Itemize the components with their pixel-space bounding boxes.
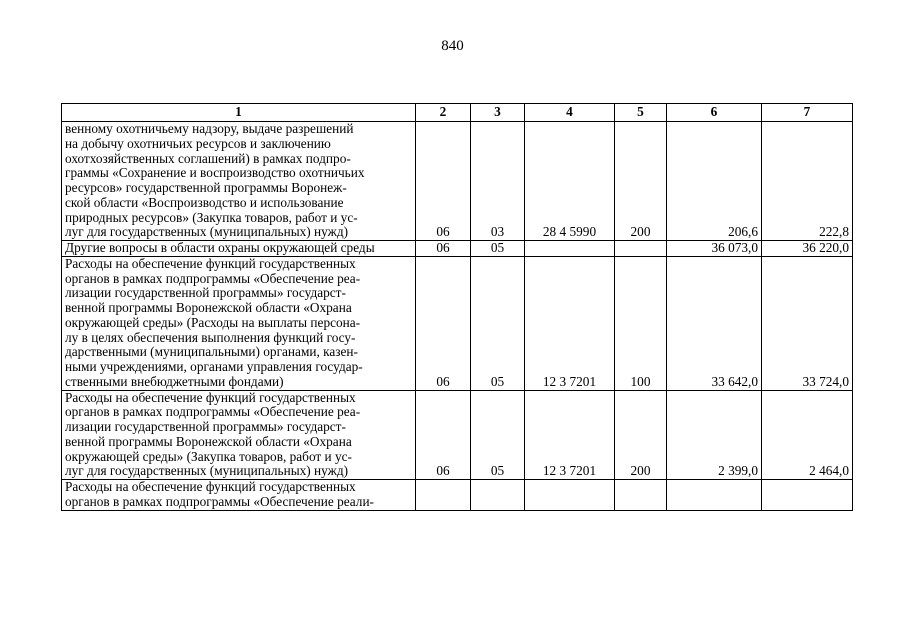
expense-type-cell: 200 [615,390,667,480]
expense-name-line: ственными внебюджетными фондами) [65,373,284,389]
expense-type-cell: 200 [615,122,667,241]
target-article-cell: 12 3 7201 [525,256,615,390]
amount-year2-cell: 2 464,0 [762,390,853,480]
column-header-7: 7 [762,104,853,122]
table-row [62,480,853,511]
section-cell: 06 [416,122,471,241]
table-row [62,241,853,257]
expense-name-line: Другие вопросы в области охраны окружающей среды [65,240,375,255]
expense-name-line: ресурсов» государственной программы Воронеж- [65,180,347,195]
expense-name-cell [62,256,416,390]
amount-year1-cell: 36 073,0 [667,241,762,257]
amount-year1-cell [667,480,762,511]
target-article-cell [525,480,615,511]
expense-name-line: Расходы на обеспечение функций государственных [65,479,356,494]
expense-name-line: венному охотничьему надзору, выдаче разрешений [65,121,354,136]
subsection-cell: 05 [471,256,525,390]
column-header-5: 5 [615,104,667,122]
expense-name-line: окружающей среды» (Закупка товаров, работ и ус- [65,448,352,464]
expense-name-line: органов в рамках подпрограммы «Обеспечение реали- [65,493,374,509]
column-header-6: 6 [667,104,762,122]
expense-name-line: лизации государственной программы» государст- [65,285,346,301]
target-article-cell: 12 3 7201 [525,390,615,480]
expense-name-line: окружающей среды» (Расходы на выплаты персона- [65,314,361,330]
table-row [62,122,853,241]
expense-name-line: Расходы на обеспечение функций государственных [65,390,356,405]
expense-name-line: граммы «Сохранение и воспроизводство охотничьих [65,165,365,181]
expense-name-cell [62,241,416,257]
table-row [62,256,853,390]
expense-name-line: лизации государственной программы» государст- [65,419,346,434]
page-number: 840 [441,38,464,54]
expense-name-line: венной программы Воронежской области «Охрана [65,433,352,449]
amount-year2-cell [762,480,853,511]
amount-year1-cell: 2 399,0 [667,390,762,480]
expense-name-line: луг для государственных (муниципальных) нужд) [65,463,349,479]
target-article-cell: 28 4 5990 [525,122,615,241]
column-header-1: 1 [62,104,416,122]
table-body [62,122,853,511]
section-cell [416,480,471,511]
amount-year2-cell: 33 724,0 [762,256,853,390]
subsection-cell: 05 [471,241,525,257]
expense-name-line: органов в рамках подпрограммы «Обеспечение реа- [65,404,361,420]
column-header-2: 2 [416,104,471,122]
expense-name-line: ными учреждениями, органами управления государ- [65,359,363,374]
section-cell: 06 [416,241,471,257]
header-row [62,104,853,122]
expense-name-line: органов в рамках подпрограммы «Обеспечение реа- [65,270,361,286]
expense-name-line: венной программы Воронежской области «Охрана [65,300,352,315]
expense-name-line: Расходы на обеспечение функций государственных [65,256,356,271]
column-header-3: 3 [471,104,525,122]
expense-name-line: дарственными (муниципальными) органами, казен- [65,344,358,360]
subsection-cell [471,480,525,511]
target-article-cell [525,241,615,257]
subsection-cell: 05 [471,390,525,480]
amount-year1-cell: 206,6 [667,122,762,241]
expense-name-cell [62,122,416,241]
section-cell: 06 [416,256,471,390]
amount-year2-cell: 36 220,0 [762,241,853,257]
expense-name-cell [62,480,416,511]
expense-type-cell [615,241,667,257]
budget-table [61,103,853,511]
expense-name-line: природных ресурсов» (Закупка товаров, работ и ус- [65,209,358,225]
expense-name-line: охотхозяйственных соглашений) в рамках подпро- [65,150,351,166]
amount-year1-cell: 33 642,0 [667,256,762,390]
expense-name-line: ской области «Воспроизводство и использование [65,194,344,210]
expense-name-line: луг для государственных (муниципальных) нужд) [65,224,349,240]
column-header-4: 4 [525,104,615,122]
subsection-cell: 03 [471,122,525,241]
expense-name-cell [62,390,416,480]
section-cell: 06 [416,390,471,480]
expense-name-line: лу в целях обеспечения выполнения функций госу- [65,329,356,345]
table-row [62,390,853,480]
expense-name-line: на добычу охотничьих ресурсов и заключению [65,135,331,151]
expense-type-cell: 100 [615,256,667,390]
expense-type-cell [615,480,667,511]
amount-year2-cell: 222,8 [762,122,853,241]
